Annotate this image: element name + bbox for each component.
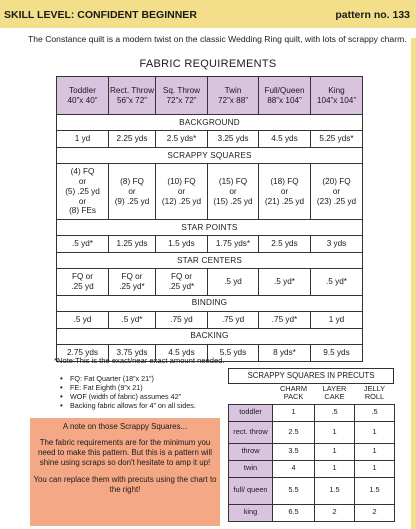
requirement-line: .5 yd	[224, 277, 242, 287]
requirement-line: or	[280, 186, 289, 196]
precuts-row-label: toddler	[229, 404, 273, 421]
requirement-cell: .5 yd*	[109, 311, 156, 328]
abbreviation-list	[62, 374, 196, 410]
section-heading: BACKING	[57, 328, 363, 344]
requirement-cell	[57, 269, 109, 296]
value-row	[57, 269, 363, 296]
requirement-line: or	[229, 186, 237, 196]
precuts-row-label: king	[229, 504, 273, 521]
precuts-cell: 2	[315, 504, 355, 521]
section-row	[57, 148, 363, 164]
requirement-line: (4) FQ	[70, 167, 95, 176]
size-name: Twin	[224, 85, 242, 95]
exact-amount-note: *Note:This is the exact/near exact amount needed.	[54, 356, 225, 365]
requirement-cell	[259, 269, 311, 296]
precuts-cell: 1	[273, 404, 315, 421]
precuts-row	[229, 404, 395, 421]
scrappy-note-body: The fabric requirements are for the minimum you need to make this pattern. But this is a pattern will shine using scraps so don't hesitate to amp it up!	[37, 438, 213, 467]
requirement-cell: 1.25 yds	[109, 236, 156, 253]
requirement-line: FQ or	[72, 272, 93, 282]
requirement-line: .25 yd*	[119, 282, 145, 292]
scrappy-note-title: A note on those Scrappy Squares...	[62, 422, 188, 431]
scrappy-note-box	[30, 418, 220, 526]
precuts-cell: 1	[315, 443, 355, 460]
precuts-cell: 2	[355, 504, 395, 521]
requirement-cell: 1.75 yds*	[208, 236, 259, 253]
scrappy-note-footer: You can replace them with precuts using the chart to the right!	[33, 475, 217, 494]
requirement-cell	[109, 269, 156, 296]
requirement-line: (8) FQ	[120, 176, 144, 186]
precuts-cell: 1.5	[355, 477, 395, 504]
value-row	[57, 236, 363, 253]
pattern-number: pattern no. 133	[335, 9, 410, 21]
requirement-cell: 1 yd	[311, 311, 363, 328]
precuts-cell: 6.5	[273, 504, 315, 521]
size-dimensions: 72”x 72”	[166, 95, 197, 105]
requirement-line: or	[128, 186, 136, 196]
precuts-col-header: LAYER CAKE	[315, 383, 355, 404]
size-header-cell	[208, 77, 259, 115]
size-dimensions: 56”x 72”	[116, 95, 148, 105]
requirement-line: or	[332, 186, 341, 196]
requirement-line: (12) .25 yd	[161, 196, 202, 206]
precuts-cell: 1	[355, 421, 395, 443]
section-heading: BACKGROUND	[57, 115, 363, 131]
requirement-cell: 2.5 yds*	[156, 131, 208, 148]
requirement-line: (5) .25 yd	[65, 186, 100, 196]
requirement-line: (20) FQ	[322, 176, 351, 186]
requirement-cell: 1.5 yds	[156, 236, 208, 253]
precuts-cell: 5.5	[273, 477, 315, 504]
abbreviation-item: • Backing fabric allows for 4” on all sides.	[62, 401, 196, 410]
section-heading: SCRAPPY SQUARES	[57, 148, 363, 164]
size-dimensions: 72”x 88”	[217, 95, 249, 105]
precuts-cell: 1	[355, 460, 395, 477]
header-banner	[0, 0, 416, 28]
requirement-cell: 4.5 yds	[156, 344, 208, 361]
requirement-line: or	[78, 176, 87, 186]
precuts-row	[229, 443, 395, 460]
size-header-cell	[259, 77, 311, 115]
requirement-line: .25 yd*	[168, 282, 195, 292]
requirement-line: FQ or	[171, 272, 192, 282]
requirement-cell	[57, 164, 109, 220]
requirement-cell: 1 yd	[57, 131, 109, 148]
section-heading: BINDING	[57, 295, 363, 311]
size-header-cell	[109, 77, 156, 115]
section-row	[57, 115, 363, 131]
section-row	[57, 220, 363, 236]
requirement-line: or	[78, 196, 87, 206]
size-header-cell	[311, 77, 363, 115]
value-row	[57, 311, 363, 328]
section-row	[57, 253, 363, 269]
requirement-cell: 3.25 yds	[208, 131, 259, 148]
precuts-corner	[229, 383, 273, 404]
precuts-row	[229, 421, 395, 443]
abbreviation-item: • WOF (width of fabric) assumes 42”	[62, 392, 196, 401]
requirement-line: .25 yd	[71, 282, 94, 292]
precuts-row-label: throw	[229, 443, 273, 460]
requirement-line: .5 yd*	[274, 277, 295, 287]
precuts-col-header: JELLY ROLL	[355, 383, 395, 404]
requirement-line: FQ or	[121, 272, 143, 282]
requirement-cell	[259, 164, 311, 220]
abbreviation-item: • FQ: Fat Quarter (18”x 21”)	[62, 374, 196, 383]
precuts-row-label: twin	[229, 460, 273, 477]
precuts-cell: 3.5	[273, 443, 315, 460]
precuts-row	[229, 504, 395, 521]
requirement-cell	[156, 269, 208, 296]
requirement-cell: 5.25 yds*	[311, 131, 363, 148]
precuts-cell: 4	[273, 460, 315, 477]
size-dimensions: 40”x 40”	[67, 95, 98, 105]
skill-level: SKILL LEVEL: CONFIDENT BEGINNER	[4, 9, 197, 21]
requirement-cell	[109, 164, 156, 220]
abbreviation-item: • FE: Fat Eighth (9”x 21)	[62, 383, 196, 392]
size-header-cell	[156, 77, 208, 115]
requirement-cell: 3.75 yds	[109, 344, 156, 361]
section-row	[57, 295, 363, 311]
size-dimensions: 88”x 104”	[267, 95, 302, 105]
precuts-cell: 1	[355, 443, 395, 460]
requirement-cell: 2.5 yds	[259, 236, 311, 253]
precuts-table	[228, 383, 395, 522]
precuts-cell: 1.5	[315, 477, 355, 504]
requirement-cell	[156, 164, 208, 220]
precuts-cell: 1	[315, 460, 355, 477]
precuts-cell: .5	[355, 404, 395, 421]
precuts-col-header: CHARM PACK	[273, 383, 315, 404]
value-row	[57, 164, 363, 220]
value-row	[57, 131, 363, 148]
size-name: Full/Queen	[264, 85, 305, 95]
precuts-cell: 2.5	[273, 421, 315, 443]
requirement-line: (21) .25 yd	[264, 196, 305, 206]
precuts-row-label: full/ queen	[229, 477, 273, 504]
requirement-cell: 4.5 yds	[259, 131, 311, 148]
requirement-cell: .75 yd	[156, 311, 208, 328]
intro-text: The Constance quilt is a modern twist on the classic Wedding Ring quilt, with lots of scrappy charm.	[28, 34, 407, 44]
fabric-requirements-table	[56, 76, 363, 362]
requirement-cell: .75 yd*	[259, 311, 311, 328]
size-dimensions: 104”x 104”	[316, 95, 357, 105]
precuts-cell: 1	[315, 421, 355, 443]
requirement-line: (15) .25 yd	[213, 196, 253, 206]
size-name: Toddler	[69, 85, 96, 95]
requirement-cell: 2.75 yds	[57, 344, 109, 361]
requirement-cell: 2.25 yds	[109, 131, 156, 148]
precuts-row	[229, 460, 395, 477]
requirement-cell: 8 yds*	[259, 344, 311, 361]
requirement-cell	[208, 164, 259, 220]
size-name: King	[328, 85, 345, 95]
size-name: Sq. Throw	[162, 85, 201, 95]
requirement-cell: .5 yd	[57, 311, 109, 328]
requirement-cell: .5 yd*	[57, 236, 109, 253]
fabric-requirements-title: FABRIC REQUIREMENTS	[139, 58, 277, 70]
precuts-cell: .5	[315, 404, 355, 421]
size-header-cell	[57, 77, 109, 115]
precuts-row	[229, 477, 395, 504]
section-row	[57, 328, 363, 344]
requirement-line: (9) .25 yd	[114, 196, 150, 206]
requirement-cell: 3 yds	[311, 236, 363, 253]
section-heading: STAR POINTS	[57, 220, 363, 236]
requirement-line: (10) FQ	[167, 176, 196, 186]
requirement-line: (18) FQ	[270, 176, 299, 186]
size-name: Rect. Throw	[110, 85, 154, 95]
section-heading: STAR CENTERS	[57, 253, 363, 269]
requirement-line: (15) FQ	[218, 176, 248, 186]
requirement-line: (8) FEs	[69, 206, 96, 216]
precuts-row-label: rect. throw	[229, 421, 273, 443]
requirement-cell: .75 yd	[208, 311, 259, 328]
requirement-line: .5 yd*	[326, 277, 347, 287]
requirement-cell	[311, 269, 363, 296]
requirement-cell: 5.5 yds	[208, 344, 259, 361]
size-header-row	[57, 77, 363, 115]
side-tab	[411, 38, 416, 529]
precuts-title: SCRAPPY SQUARES IN PRECUTS	[228, 368, 394, 384]
requirement-line: or	[177, 186, 186, 196]
requirement-cell: 9.5 yds	[311, 344, 363, 361]
requirement-line: (23) .25 yd	[316, 196, 357, 206]
requirement-cell	[311, 164, 363, 220]
requirement-cell	[208, 269, 259, 296]
